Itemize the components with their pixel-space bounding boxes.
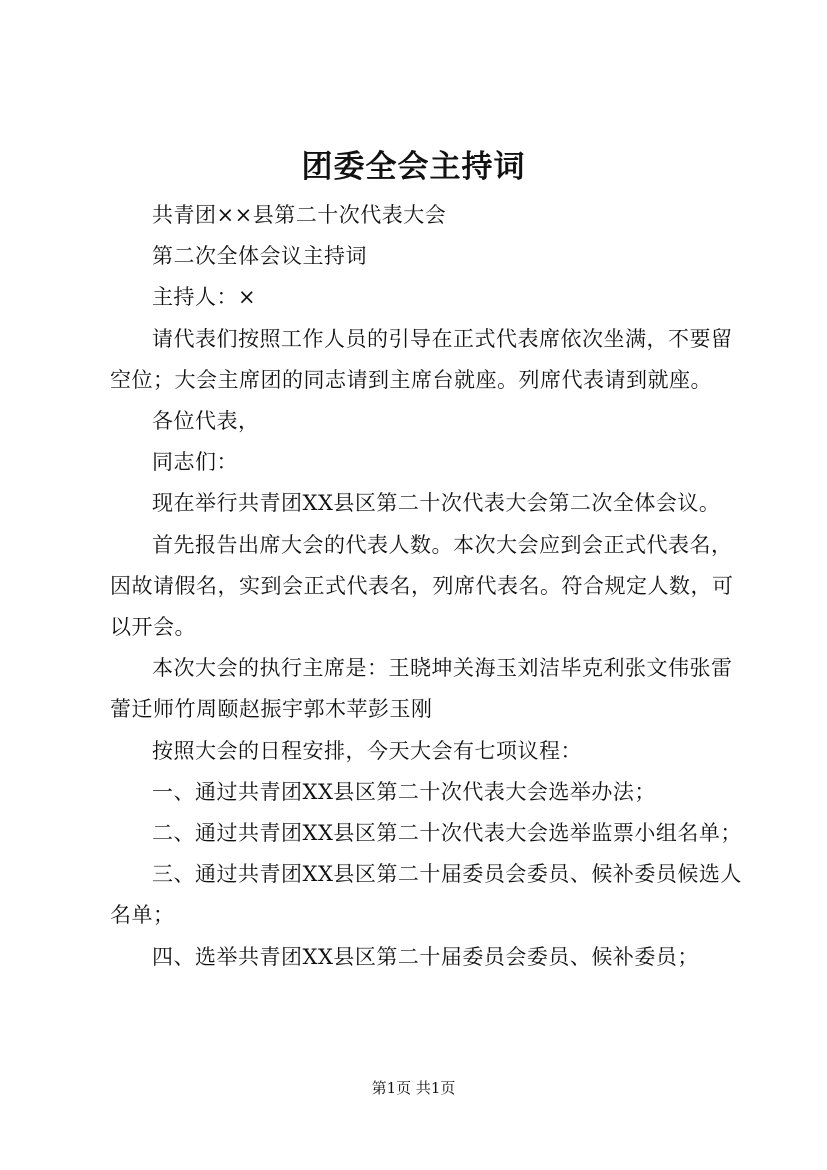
agenda-item-1: 一、通过共青团XX县区第二十次代表大会选举办法； (152, 779, 656, 804)
paragraph-agenda-intro: 按照大会的日程安排，今天大会有七项议程： (152, 738, 582, 763)
paragraph-opening: 现在举行共青团XX县区第二十次代表大会第二次全体会议。 (152, 491, 721, 516)
paragraph-executive-chairs: 本次大会的执行主席是：王晓坤关海玉刘洁毕克利张文伟张雷蕾迁师竹周颐赵振宇郭木苹彭玉刚 (110, 656, 733, 722)
paragraph-attendance-report: 首先报告出席大会的代表人数。本次大会应到会正式代表名，因故请假名，实到会正式代表名，列席代表名。符合规定人数，可以开会。 (110, 532, 734, 640)
paragraph-greeting-comrades: 同志们： (152, 450, 238, 475)
paragraph-congress-name: 共青团××县第二十次代表大会 (152, 203, 447, 227)
agenda-item-2: 二、通过共青团XX县区第二十次代表大会选举监票小组名单； (152, 821, 742, 846)
paragraph-seating-instruction: 请代表们按照工作人员的引导在正式代表席依次坐满，不要留空位；大会主席团的同志请到主席台就座。列席代表请到就座。 (110, 326, 733, 392)
document-title: 团委全会主持词 (301, 149, 526, 185)
paragraph-greeting-delegates: 各位代表， (152, 409, 260, 434)
agenda-item-3: 三、通过共青团XX县区第二十届委员会委员、候补委员候选人名单； (110, 862, 742, 928)
paragraph-host: 主持人：× (152, 285, 257, 310)
paragraph-session-title: 第二次全体会议主持词 (152, 244, 367, 269)
document-body (110, 195, 750, 978)
agenda-item-4: 四、选举共青团XX县区第二十届委员会委员、候补委员； (152, 944, 699, 969)
page-footer: 第1页 共1页 (371, 1079, 456, 1097)
